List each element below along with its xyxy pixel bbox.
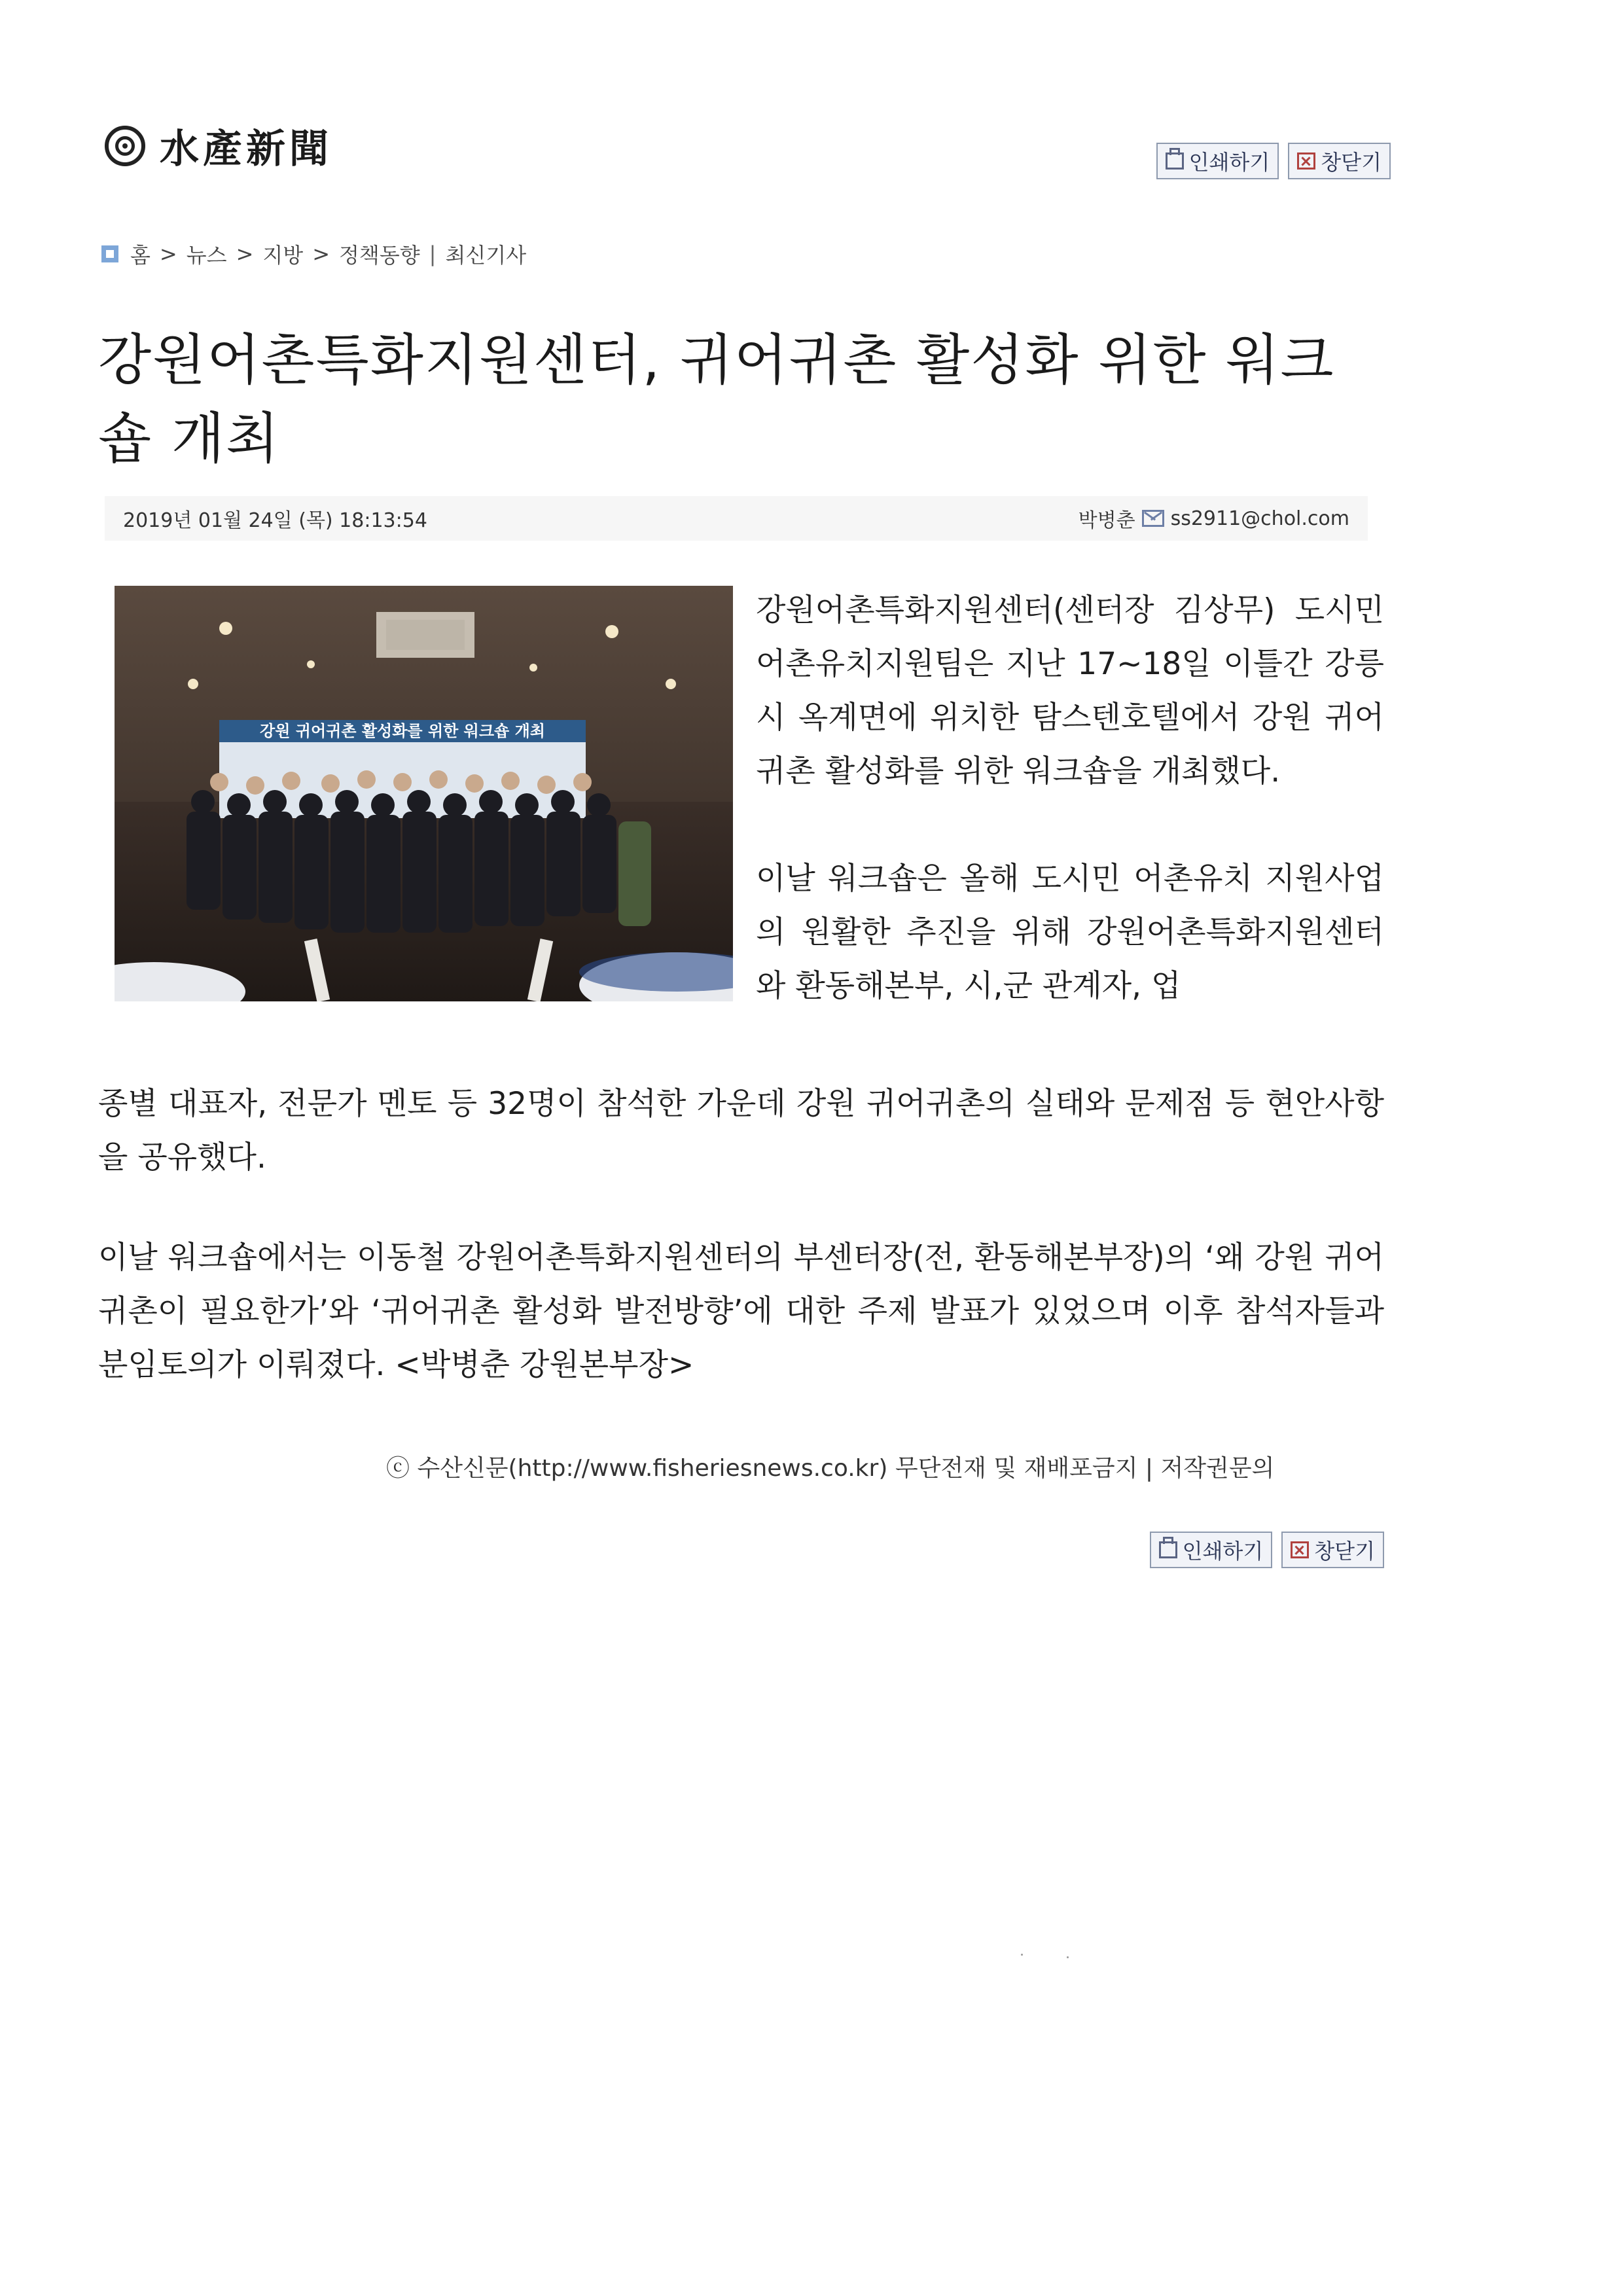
breadcrumb [101,239,526,269]
scan-artifact [1021,1954,1073,1958]
logo-text: 水產新聞 [160,126,332,172]
home-icon [101,245,118,262]
close-icon [1297,152,1315,170]
printer-icon [1159,1541,1177,1558]
breadcrumb-separator: > [236,242,254,266]
mail-icon[interactable] [1142,510,1164,527]
svg-text:강원 귀어귀촌 활성화를 위한 워크숍 개최: 강원 귀어귀촌 활성화를 위한 워크숍 개최 [260,722,545,740]
article-photo [115,586,733,1001]
article-meta [105,496,1368,541]
copyright-notice: ⓒ 수산신문(http://www.fisheriesnews.co.kr) 무단전재 및 재배포금지 | 저작권문의 [386,1455,1275,1482]
article-title: 강원어촌특화지원센터, 귀어귀촌 활성화 위한 워크숍 개최 [98,328,1335,471]
printer-icon [1166,152,1184,170]
author-info [1079,504,1349,533]
site-logo[interactable] [105,117,332,175]
breadcrumb-divider: | [429,242,437,266]
group-photo-icon [115,586,733,1001]
print-button[interactable] [1150,1532,1273,1568]
author-name: 박병춘 [1078,509,1135,532]
article-paragraph: 종별 대표자, 전문가 멘토 등 32명이 참석한 가운데 강원 귀어귀촌의 실태와 문제점 등 현안사항을 공유했다. [98,1086,1384,1175]
bottom-toolbar [1150,1532,1384,1568]
breadcrumb-policy[interactable]: 정책동향 [339,243,420,268]
author-email[interactable]: ss2911@chol.com [1170,507,1349,530]
close-label: 창닫기 [1314,1539,1375,1564]
close-label: 창닫기 [1321,150,1382,175]
print-label: 인쇄하기 [1188,150,1270,175]
breadcrumb-separator: > [312,242,330,266]
print-button[interactable] [1156,143,1279,179]
breadcrumb-latest[interactable]: 최신기사 [445,243,527,268]
emblem-icon [105,126,145,166]
breadcrumb-home[interactable]: 홈 [130,243,151,268]
print-label: 인쇄하기 [1182,1539,1264,1564]
breadcrumb-region[interactable]: 지방 [262,243,304,268]
breadcrumb-separator: > [159,242,177,266]
article-paragraph: 이날 워크숍에서는 이동철 강원어촌특화지원센터의 부센터장(전, 환동해본부장)의 ‘왜 강원 귀어귀촌이 필요한가’와 ‘귀어귀촌 활성화 발전방향’에 대한 주제 발표가 있었으며 이후 참석자들과 분임토의가 이뤄졌다. <박병춘 강원본부장> [98,1240,1384,1383]
article-date: 2019년 01월 24일 (목) 18:13:54 [123,509,427,532]
article-paragraph: 이날 워크숍은 올해 도시민 어촌유치 지원사업의 원활한 추진을 위해 강원어촌특화지원센터와 환동해본부, 시,군 관계자, 업 [756,861,1384,1004]
top-toolbar [1156,143,1391,179]
breadcrumb-news[interactable]: 뉴스 [186,243,227,268]
close-window-button[interactable] [1281,1532,1384,1568]
article-body-side [756,584,1384,1013]
article-paragraph: 강원어촌특화지원센터(센터장 김상무) 도시민어촌유치지원팀은 지난 17~18일 이틀간 강릉시 옥계면에 위치한 탐스텐호텔에서 강원 귀어귀촌 활성화를 위한 워크숍을 개최했다. [756,592,1384,789]
close-window-button[interactable] [1288,143,1391,179]
close-icon [1291,1541,1309,1558]
